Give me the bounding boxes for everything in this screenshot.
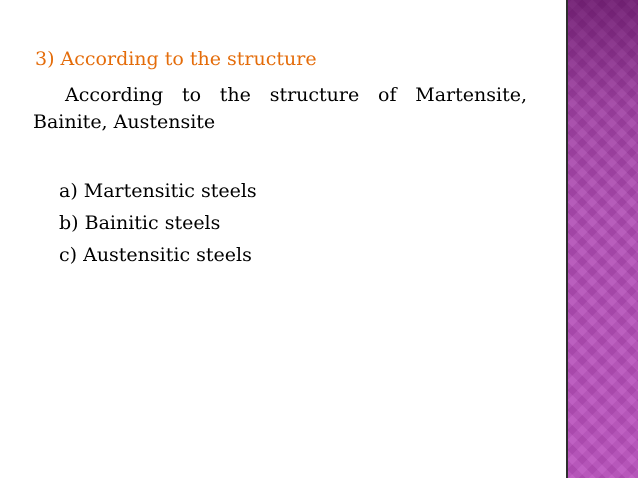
decorative-side-band xyxy=(566,0,638,478)
slide-heading: 3) According to the structure xyxy=(35,48,317,70)
list-item-bainitic: b) Bainitic steels xyxy=(59,212,221,234)
side-band-divider xyxy=(566,0,568,478)
structure-list xyxy=(59,175,257,271)
list-item-austensitic: c) Austensitic steels xyxy=(59,244,252,266)
intro-paragraph: According to the structure of Martensite, Bainite, Austensite xyxy=(33,84,527,133)
list-item-martensitic: a) Martensitic steels xyxy=(59,180,257,202)
